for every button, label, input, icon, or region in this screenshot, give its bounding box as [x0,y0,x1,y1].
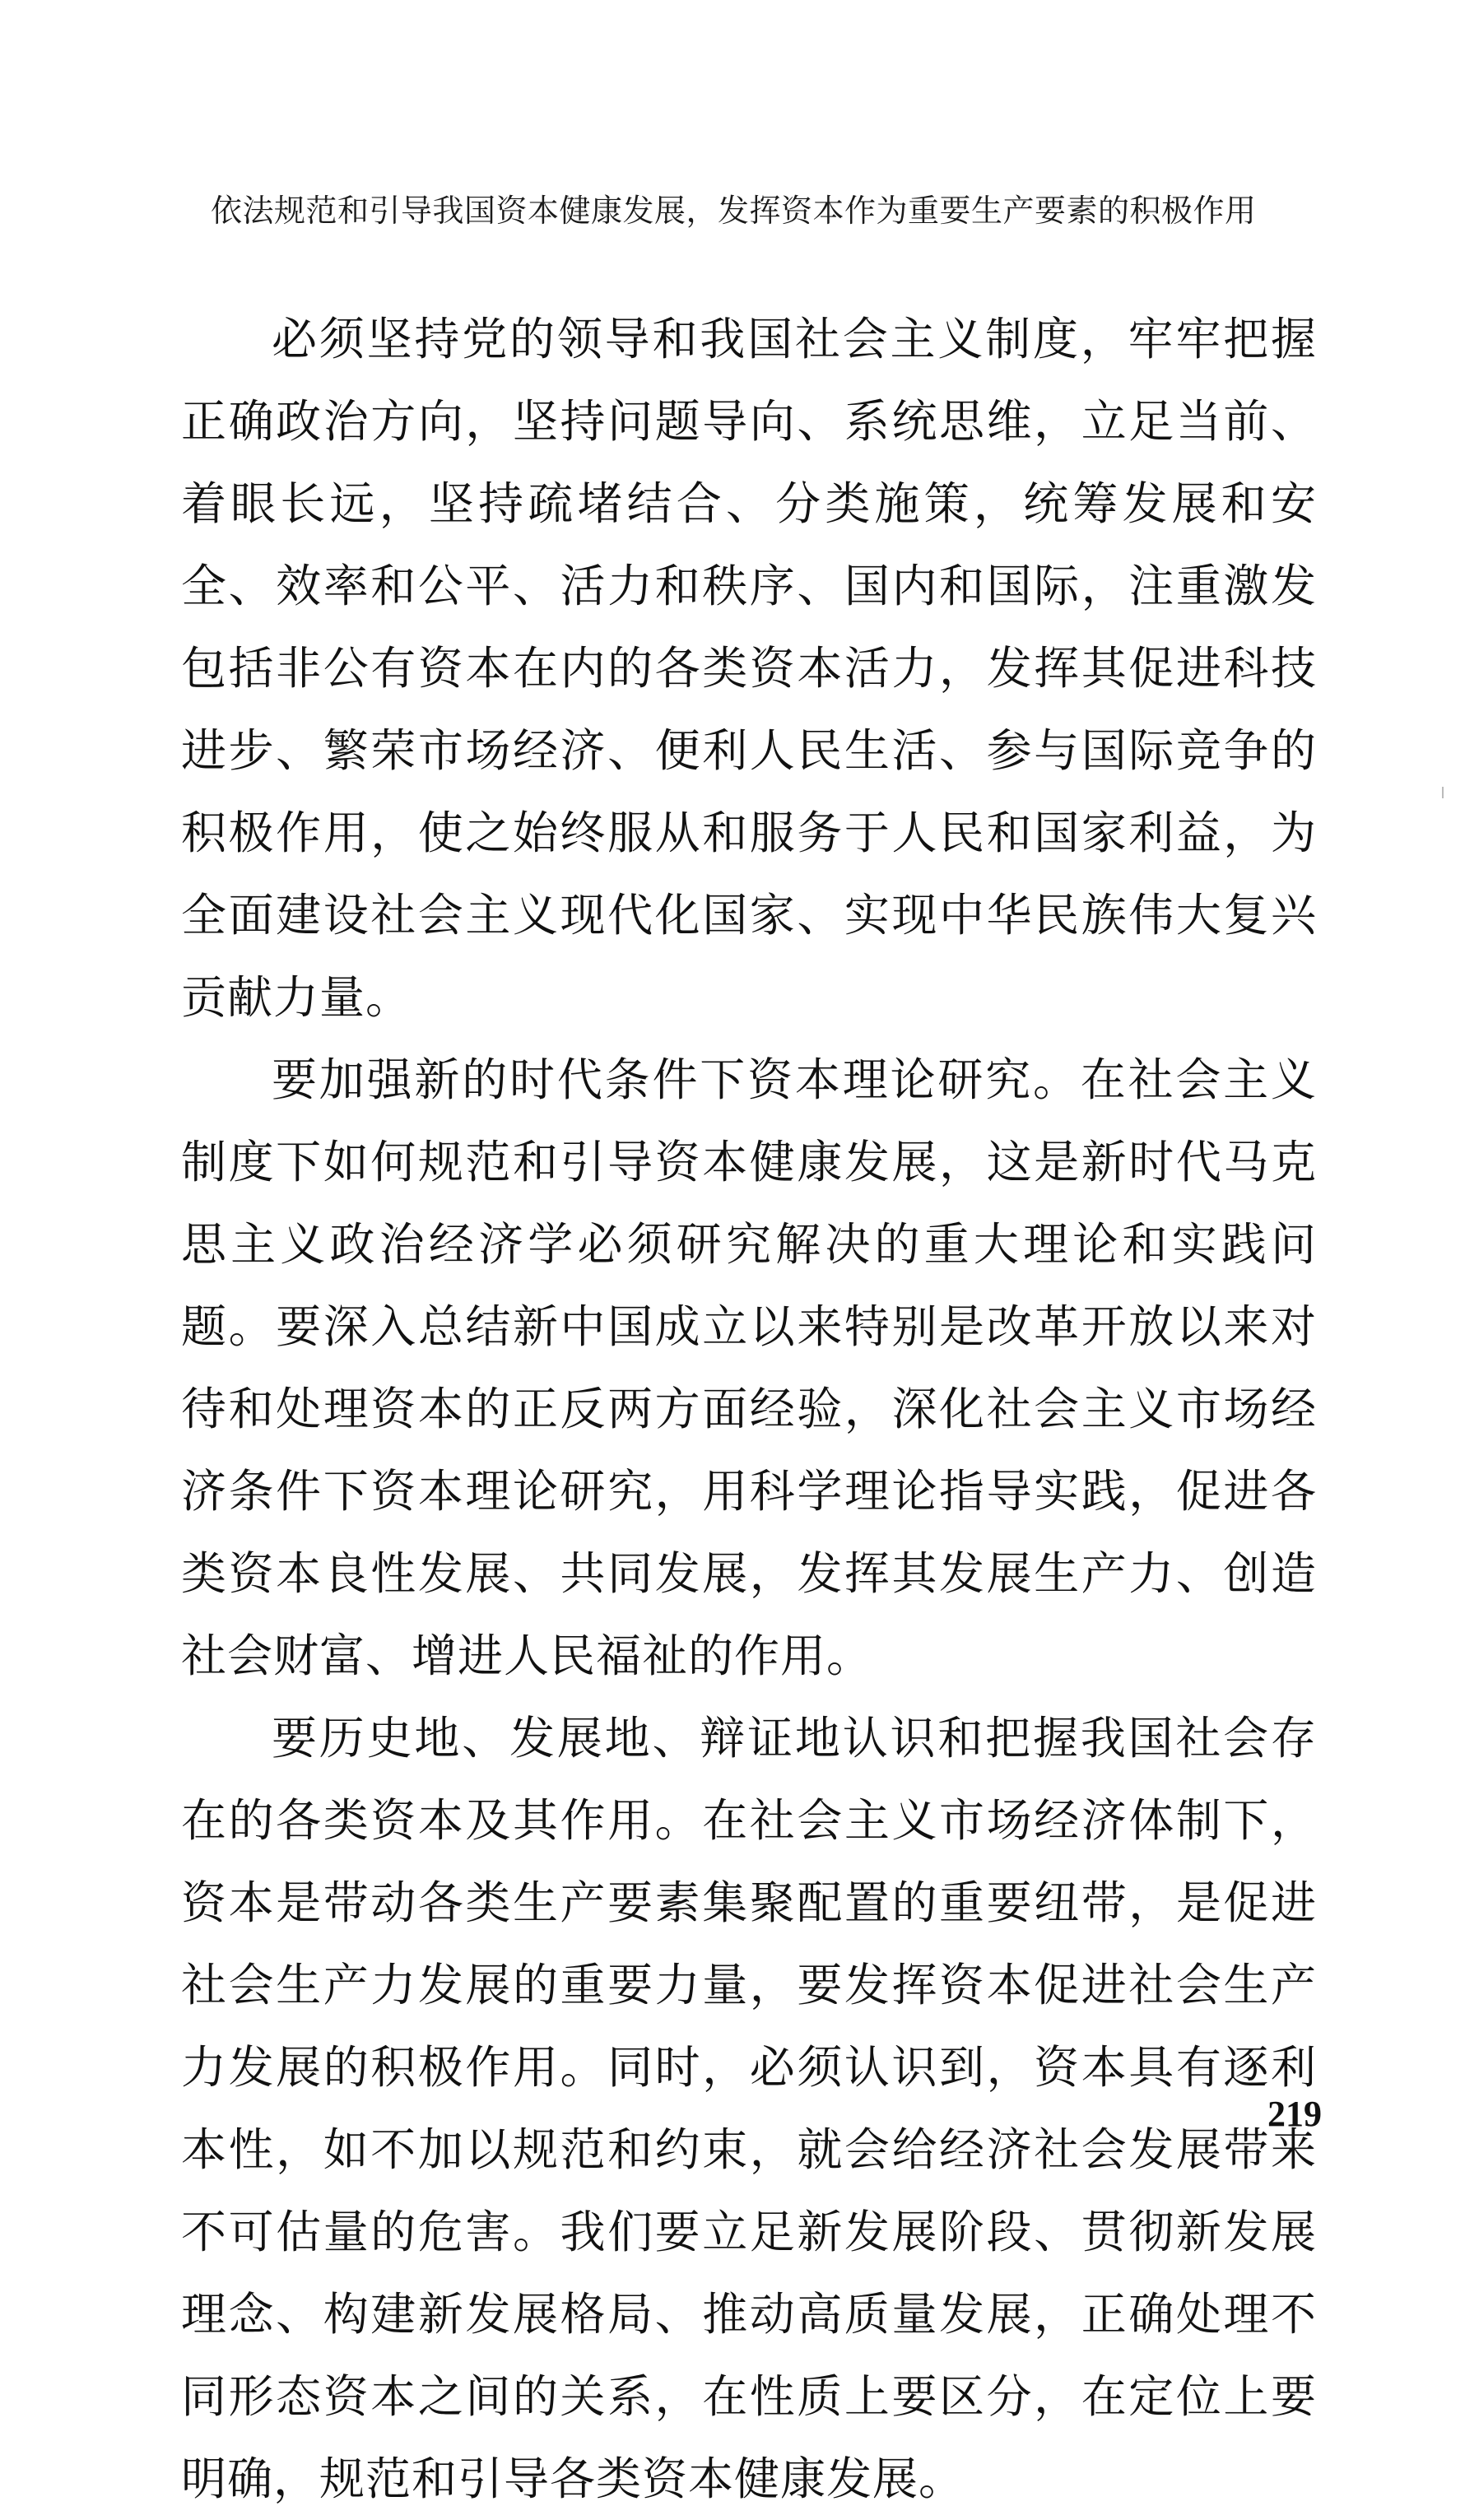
body-text [181,298,1317,2520]
paragraph-3: 要历史地、发展地、辩证地认识和把握我国社会存在的各类资本及其作用。在社会主义市场经济体制下，资本是带动各类生产要素集聚配置的重要纽带，是促进社会生产力发展的重要力量，要发挥资本促进社会生产力发展的积极作用。同时，必须认识到，资本具有逐利本性，如不加以规范和约束，就会给经济社会发展带来不可估量的危害。我们要立足新发展阶段、贯彻新发展理念、构建新发展格局、推动高质量发展，正确处理不同形态资本之间的关系，在性质上要区分，在定位上要明确，规范和引导各类资本健康发展。 [181,1712,1317,2505]
paragraph-2: 要加强新的时代条件下资本理论研究。在社会主义制度下如何规范和引导资本健康发展，这是新时代马克思主义政治经济学必须研究解决的重大理论和实践问题。要深入总结新中国成立以来特别是改革开放以来对待和处理资本的正反两方面经验，深化社会主义市场经济条件下资本理论研究，用科学理论指导实践，促进各类资本良性发展、共同发展，发挥其发展生产力、创造社会财富、增进人民福祉的作用。 [181,1053,1317,1682]
margin-mark [1442,787,1444,798]
page-number: 219 [1267,2094,1322,2134]
running-header: 依法规范和引导我国资本健康发展，发挥资本作为重要生产要素的积极作用 [211,193,1257,229]
paragraph-1: 必须坚持党的领导和我国社会主义制度，牢牢把握正确政治方向，坚持问题导向、系统思维，立足当前、着眼长远，坚持疏堵结合、分类施策，统筹发展和安全、效率和公平、活力和秩序、国内和国际，注重激发包括非公有资本在内的各类资本活力，发挥其促进科技进步、繁荣市场经济、便利人民生活、参与国际竞争的积极作用，使之始终服从和服务于人民和国家利益，为全面建设社会主义现代化国家、实现中华民族伟大复兴贡献力量。 [181,313,1317,1024]
